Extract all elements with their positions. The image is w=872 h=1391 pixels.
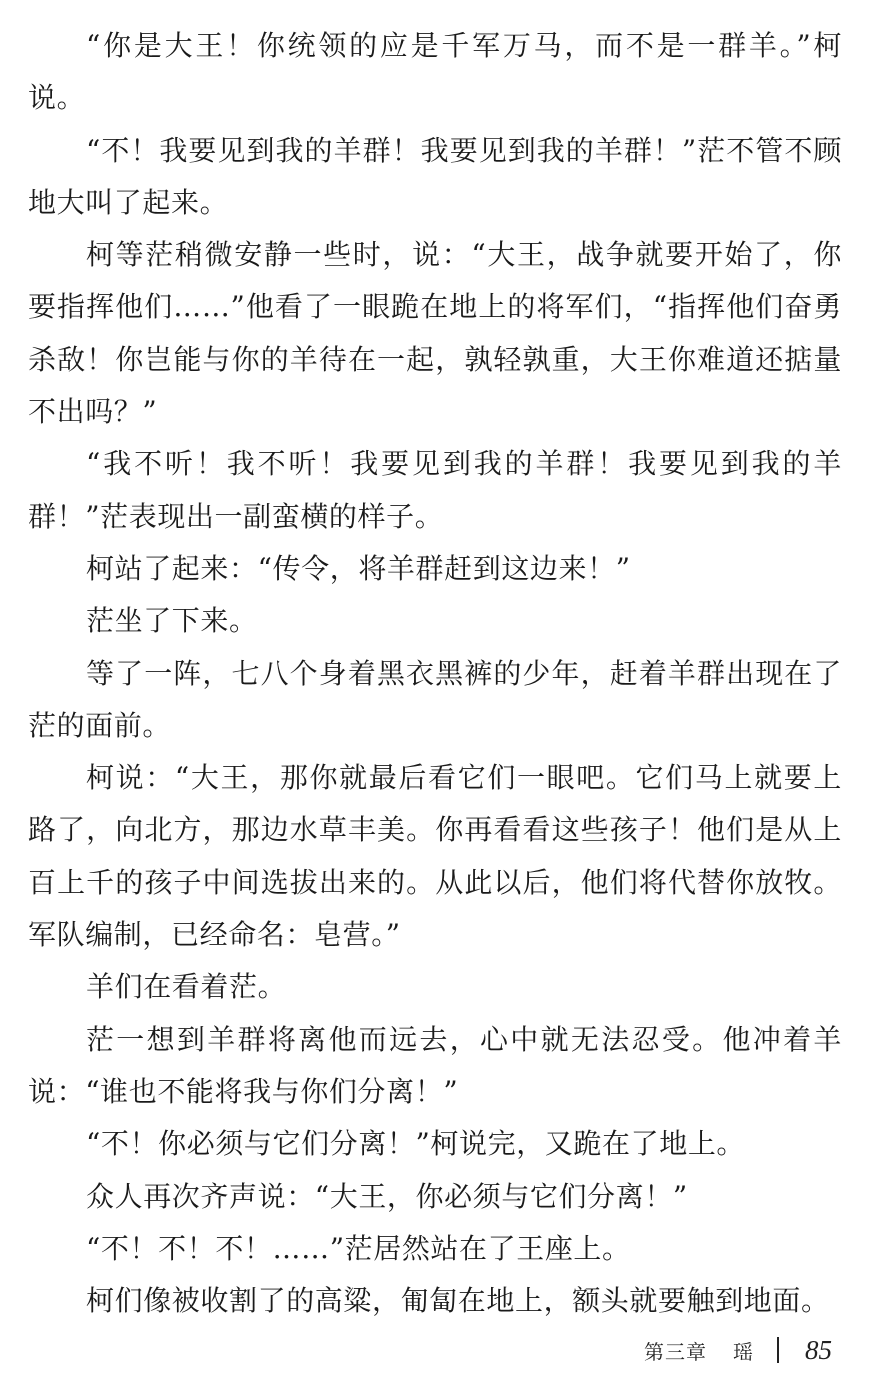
paragraph: 柯们像被收割了的高粱，匍匐在地上，额头就要触到地面。	[86, 1284, 830, 1318]
paragraph: “不！我要见到我的羊群！我要见到我的羊群！”茫不管不顾地大叫了起来。	[28, 133, 842, 219]
page-footer	[644, 1330, 832, 1370]
paragraph: 茫一想到羊群将离他而远去，心中就无法忍受。他冲着羊说：“谁也不能将我与你们分离！”	[28, 1022, 842, 1108]
paragraph: 柯站了起来：“传令，将羊群赶到这边来！”	[86, 551, 631, 585]
paragraph: 柯说：“大王，那你就最后看它们一眼吧。它们马上就要上路了，向北方，那边水草丰美。你再看看这些孩子！他们是从上百上千的孩子中间选拔出来的。从此以后，他们将代替你放牧。军队编制，已经命名：皂营。”	[28, 761, 842, 952]
paragraph: “不！不！不！……”茫居然站在了王座上。	[86, 1231, 631, 1265]
paragraph: 茫坐了下来。	[86, 604, 258, 638]
page-number: 85	[805, 1334, 832, 1365]
body-text	[28, 20, 842, 1327]
paragraph: “不！你必须与它们分离！”柯说完，又跪在了地上。	[86, 1127, 746, 1161]
chapter-label: 第三章	[644, 1339, 707, 1364]
paragraph: “我不听！我不听！我要见到我的羊群！我要见到我的羊群！”茫表现出一副蛮横的样子。	[28, 447, 842, 533]
paragraph: 羊们在看着茫。	[86, 970, 287, 1004]
paragraph: “你是大王！你统领的应是千军万马，而不是一群羊。”柯说。	[28, 29, 842, 115]
paragraph: 众人再次齐声说：“大王，你必须与它们分离！”	[86, 1179, 688, 1213]
paragraph: 等了一阵，七八个身着黑衣黑裤的少年，赶着羊群出现在了茫的面前。	[28, 656, 842, 742]
paragraph: 柯等茫稍微安静一些时，说：“大王，战争就要开始了，你要指挥他们……”他看了一眼跪在地上的将军们，“指挥他们奋勇杀敌！你岂能与你的羊待在一起，孰轻孰重，大王你难道还掂量不出吗？”	[28, 238, 842, 429]
chapter-title: 瑶	[733, 1339, 753, 1364]
footer-divider	[777, 1337, 779, 1363]
